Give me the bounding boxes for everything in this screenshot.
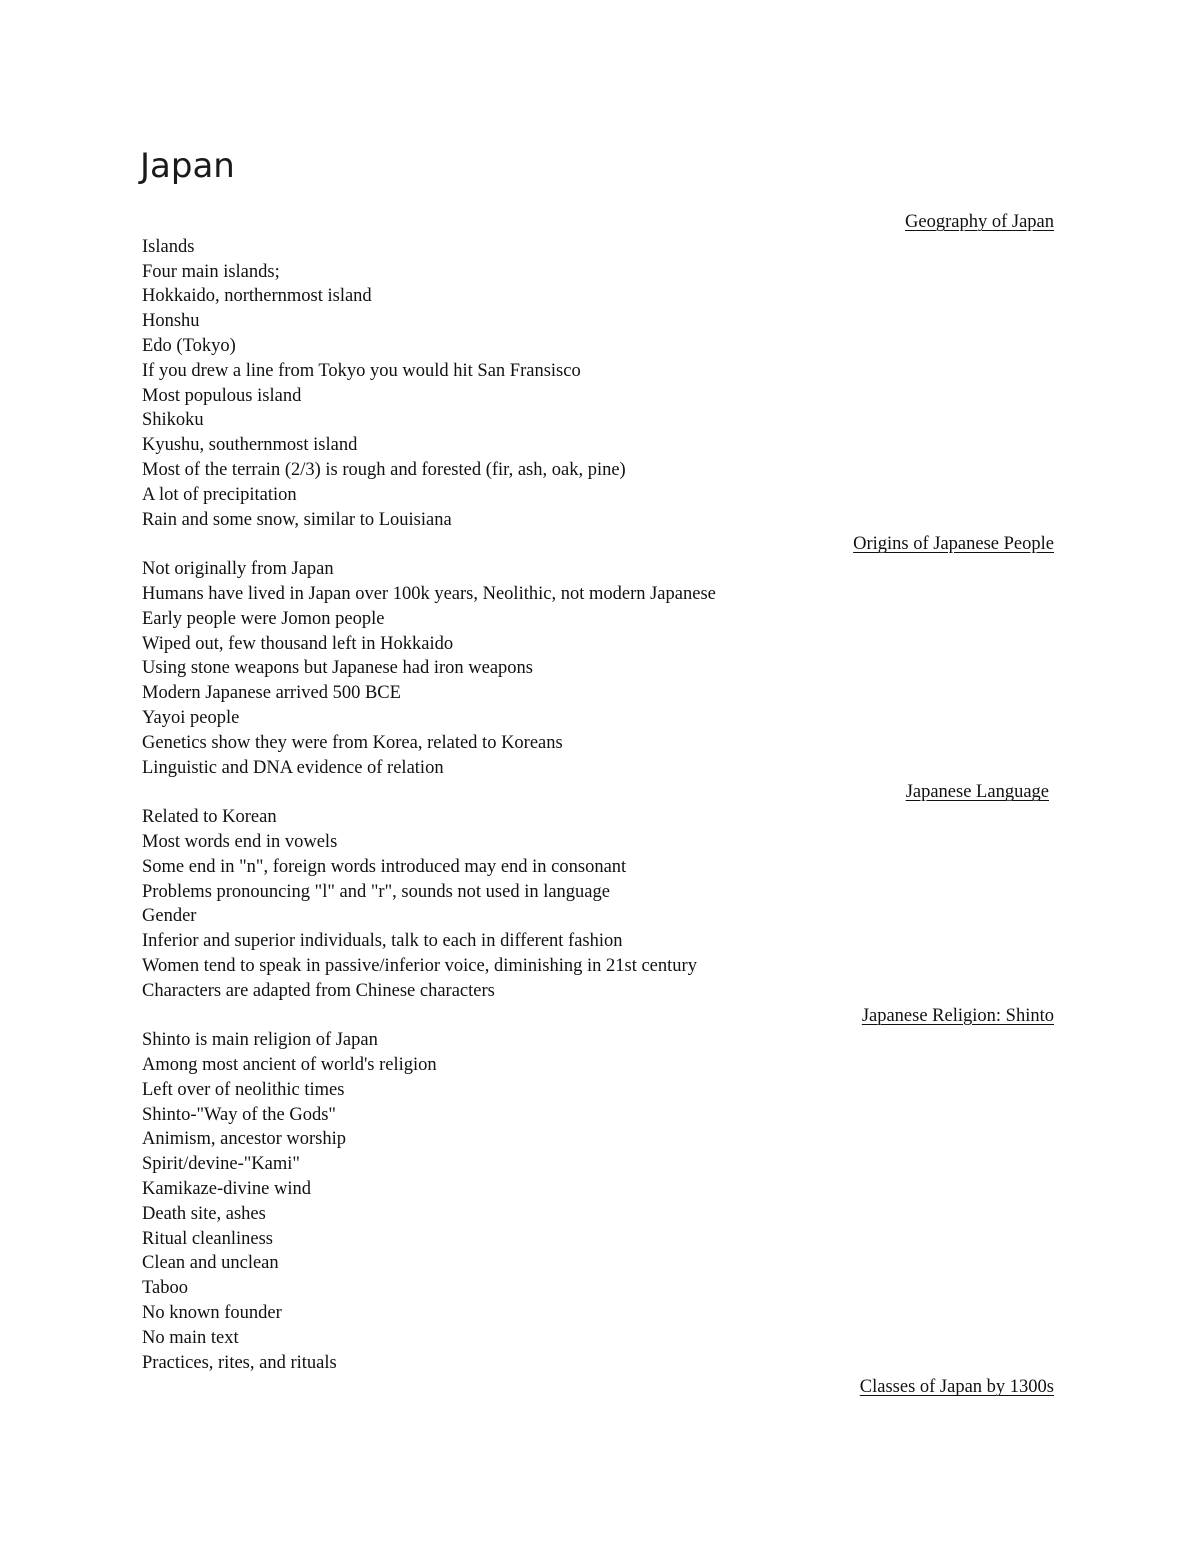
list-item: Genetics show they were from Korea, related to Koreans (142, 732, 563, 753)
section-heading-religion: Japanese Religion: Shinto (861, 1005, 1054, 1026)
list-item: Clean and unclean (142, 1253, 279, 1274)
list-item: Not originally from Japan (142, 559, 334, 580)
section-heading-language: Japanese Language (905, 782, 1049, 803)
list-item: No main text (142, 1327, 239, 1348)
list-item: Characters are adapted from Chinese characters (142, 980, 495, 1001)
list-item: Four main islands; (142, 261, 280, 282)
list-item: Yayoi people (142, 707, 240, 728)
list-item: Shinto is main religion of Japan (142, 1030, 378, 1051)
list-item: Shinto-"Way of the Gods" (142, 1104, 336, 1125)
list-item: Hokkaido, northernmost island (142, 286, 372, 307)
list-item: Linguistic and DNA evidence of relation (142, 757, 444, 778)
list-item: Problems pronouncing "l" and "r", sounds not used in language (142, 881, 610, 902)
list-item: Modern Japanese arrived 500 BCE (142, 683, 401, 704)
list-item: Most words end in vowels (142, 831, 338, 852)
list-item: Rain and some snow, similar to Louisiana (142, 509, 452, 530)
list-item: Wiped out, few thousand left in Hokkaido (142, 633, 454, 654)
document-body (142, 210, 1054, 1400)
list-item: Kyushu, southernmost island (142, 435, 358, 456)
section-heading-classes: Classes of Japan by 1300s (859, 1377, 1054, 1398)
list-item: Some end in "n", foreign words introduced may end in consonant (142, 856, 627, 877)
list-item: Ritual cleanliness (142, 1228, 274, 1249)
section-heading-geography: Geography of Japan (905, 212, 1054, 232)
list-item: Honshu (142, 311, 200, 332)
list-item: Animism, ancestor worship (142, 1129, 346, 1150)
list-item: Death site, ashes (142, 1203, 266, 1224)
list-item: Early people were Jomon people (142, 608, 385, 629)
list-item: Islands (142, 236, 195, 257)
list-item: If you drew a line from Tokyo you would hit San Fransisco (142, 360, 581, 381)
list-item: No known founder (142, 1303, 282, 1324)
list-item: Shikoku (142, 410, 204, 431)
list-item: Practices, rites, and rituals (142, 1352, 337, 1373)
list-item: Related to Korean (142, 807, 277, 828)
list-item: Taboo (142, 1278, 188, 1299)
list-item: Women tend to speak in passive/inferior voice, diminishing in 21st century (142, 955, 697, 976)
list-item: Among most ancient of world's religion (142, 1055, 437, 1076)
list-item: Gender (142, 906, 197, 927)
list-item: Most populous island (142, 385, 302, 406)
list-item: A lot of precipitation (142, 484, 297, 505)
list-item: Spirit/devine-"Kami" (142, 1154, 300, 1175)
list-item: Kamikaze-divine wind (142, 1179, 312, 1200)
section-heading-origins: Origins of Japanese People (853, 534, 1054, 555)
page-title: Japan (140, 146, 235, 186)
list-item: Using stone weapons but Japanese had iron weapons (142, 658, 533, 679)
list-item: Most of the terrain (2/3) is rough and forested (fir, ash, oak, pine) (142, 459, 626, 480)
list-item: Edo (Tokyo) (142, 335, 236, 356)
list-item: Humans have lived in Japan over 100k years, Neolithic, not modern Japanese (142, 583, 716, 604)
list-item: Inferior and superior individuals, talk to each in different fashion (142, 931, 623, 952)
list-item: Left over of neolithic times (142, 1079, 345, 1100)
